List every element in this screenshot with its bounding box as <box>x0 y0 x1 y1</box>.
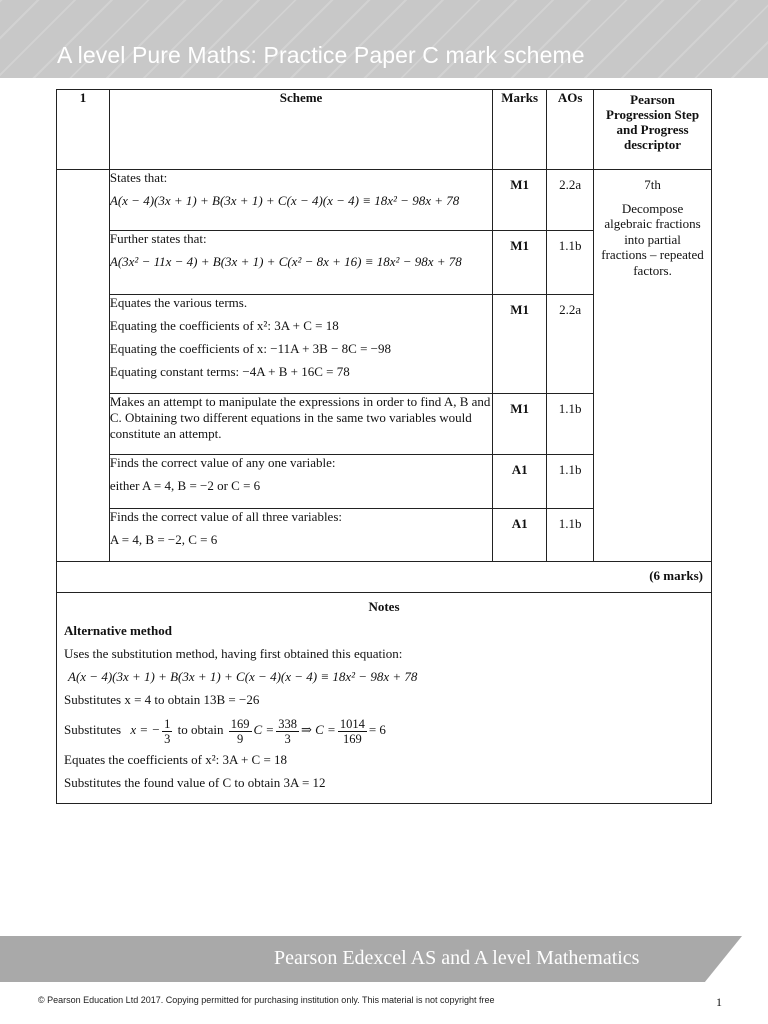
mark-code: A1 <box>493 455 547 509</box>
scheme-cell: Equates the various terms. Equating the coefficients of x²: 3A + C = 18 Equating the coefficients of x: −11A + 3B − 8C = −98 Equating constant terms: −4A + B + 16C = 78 <box>109 295 492 394</box>
descriptor-header: Pearson Progression Step and Progress descriptor <box>594 90 712 170</box>
notes-cell <box>57 593 712 804</box>
ao-code: 1.1b <box>547 455 594 509</box>
total-row <box>57 562 712 593</box>
scheme-row <box>57 170 712 231</box>
mark-scheme-table <box>56 89 712 804</box>
scheme-cell: Finds the correct value of all three variables: A = 4, B = −2, C = 6 <box>109 509 492 562</box>
progression-descriptor: Decompose algebraic fractions into partial fractions – repeated factors. <box>601 200 704 278</box>
ao-code: 1.1b <box>547 509 594 562</box>
notes-row <box>57 593 712 804</box>
mark-code: M1 <box>493 231 547 295</box>
alt-method-heading: Alternative method <box>64 623 172 638</box>
aos-header: AOs <box>547 90 594 170</box>
mark-code: M1 <box>493 394 547 455</box>
title-banner <box>0 0 768 78</box>
fraction: $\frac{1}{3}$ <box>164 716 171 746</box>
scheme-cell: Makes an attempt to manipulate the expressions in order to find A, B and C. Obtaining two different equations in the same two variables would constitute an attempt. <box>109 394 492 455</box>
notes-line: Substitutes x = 4 to obtain 13B = −26 <box>64 692 260 707</box>
page-number: 1 <box>716 995 722 1009</box>
scheme-cell: States that: A(x − 4)(3x + 1) + B(3x + 1) + C(x − 4)(x − 4) ≡ 18x² − 98x + 78 <box>109 170 492 231</box>
header-row <box>57 90 712 170</box>
total-marks: (6 marks) <box>57 562 712 593</box>
ao-code: 2.2a <box>547 295 594 394</box>
marks-header: Marks <box>493 90 547 170</box>
progression-cell <box>594 170 712 562</box>
notes-line: Substitutes the found value of C to obtain 3A = 12 <box>64 774 326 790</box>
notes-title: Notes <box>368 599 400 614</box>
mark-code: A1 <box>493 509 547 562</box>
fraction: $\frac{169}{9}$ <box>230 716 250 746</box>
footer-brand: Pearson Edexcel AS and A level Mathematics <box>274 947 640 969</box>
progression-step: 7th <box>644 177 661 192</box>
ao-code: 1.1b <box>547 231 594 295</box>
scheme-cell: Finds the correct value of any one variable: either A = 4, B = −2 or C = 6 <box>109 455 492 509</box>
question-number: 1 <box>57 90 110 170</box>
question-spacer <box>57 170 110 562</box>
ao-code: 2.2a <box>547 170 594 231</box>
mark-code: M1 <box>493 295 547 394</box>
ao-code: 1.1b <box>547 394 594 455</box>
scheme-header: Scheme <box>109 90 492 170</box>
fraction: $\frac{338}{3}$ <box>278 716 297 746</box>
page-title: A level Pure Maths: Practice Paper C mark scheme <box>57 42 585 68</box>
substitution-line: Substitutes x = − $\frac{1}{3}$ to obtain $\frac{169}{9}$ C = $\frac{338}{3}$ ⇒ C = $\frac{1014}{169}$ = 6 <box>64 716 386 746</box>
mark-code: M1 <box>493 170 547 231</box>
notes-line: Equates the coefficients of x²: 3A + C = 18 <box>64 751 288 767</box>
copyright-notice: © Pearson Education Ltd 2017. Copying permitted for purchasing institution only. This material is not copyright free <box>38 995 495 1005</box>
scheme-cell: Further states that: A(3x² − 11x − 4) + B(3x + 1) + C(x² − 8x + 16) ≡ 18x² − 98x + 78 <box>109 231 492 295</box>
footer-banner <box>0 936 768 982</box>
notes-line: Uses the substitution method, having first obtained this equation: <box>64 646 403 661</box>
fraction: $\frac{1014}{169}$ <box>339 716 365 746</box>
notes-equation: A(x − 4)(3x + 1) + B(3x + 1) + C(x − 4)(x − 4) ≡ 18x² − 98x + 78 <box>68 669 418 684</box>
